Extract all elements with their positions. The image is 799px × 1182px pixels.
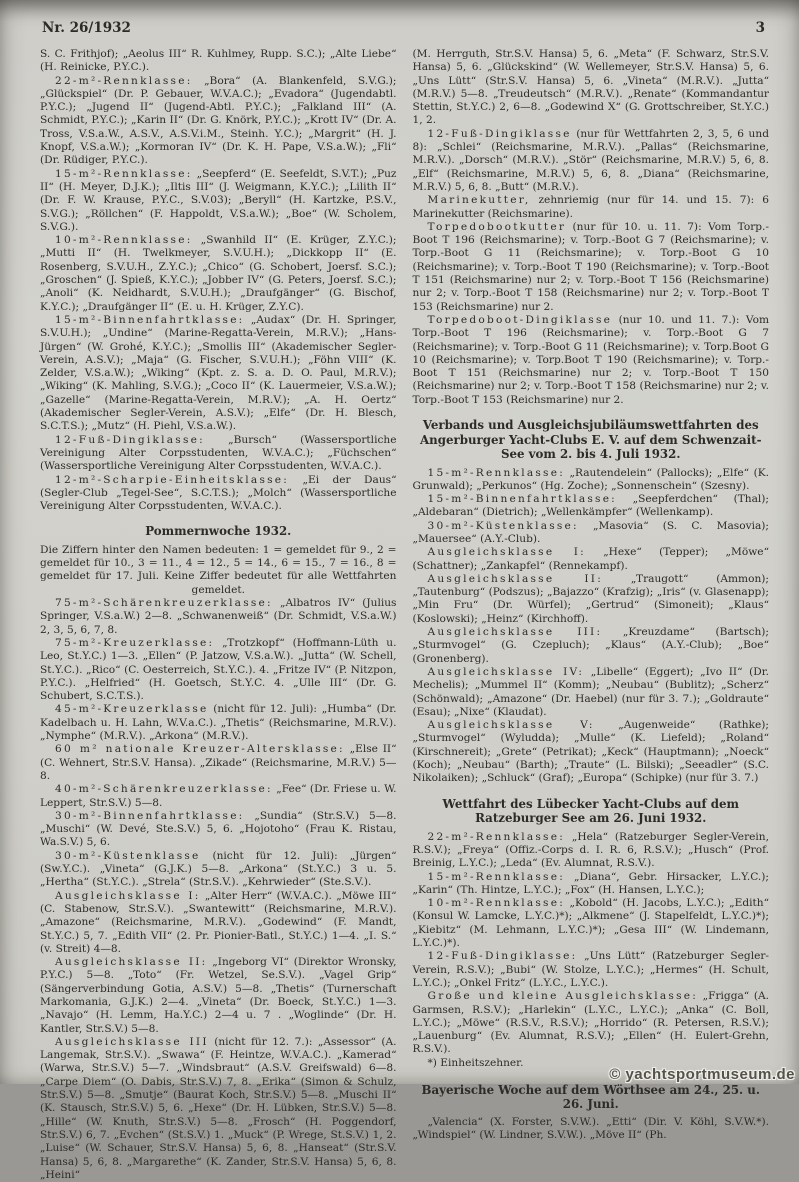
- class-name-spaced: 60 m² nationale Kreuzer-Altersklasse:: [55, 743, 345, 756]
- paragraph: 15-m²-Binnenfahrtklasse: „Seepferdchen“ (Thal); „Aldebaran“ (Dietrich); „Wellenkämpfer“ (Wellenkamp).: [412, 493, 769, 519]
- class-name-spaced: 12-Fuß-Dingiklasse: [427, 127, 572, 140]
- class-name-spaced: Ausgleichsklasse I:: [427, 546, 586, 559]
- paragraph: Große und kleine Ausgleichsklasse: „Frigga“ (A. Garmsen, R.S.V.); „Harlekin“ (L.Y.C., L.Y.C.); „Anka“ (C. Boll, L.Y.C.); „Möwe“ (R.S.V., R.S.V.); „Horrido“ (R. Petersen, R.S.V.); „Lauenburg“ (Ev. Alumnat, R.S.V.); „Ellen“ (H. Eulert-Grehn, R.S.V.).: [412, 990, 769, 1056]
- paragraph: Ausgleichsklasse IV: „Libelle“ (Eggert); „Ivo II“ (Dr. Mechelis); „Mummel II“ (Komm); „Neubau“ (Bublitz); „Scherz“ (Schönwald); „Amazone“ (Dr. Haebel) (nur für 3. 7.); „Goldraute“ (Esau); „Nixe“ (Klaudat).: [412, 665, 769, 718]
- section-heading: Verbands und Ausgleichsjubiläumswettfahrten des Angerburger Yacht-Clubs E. V. auf dem Schwenzait-See vom 2. bis 4. Juli 1932.: [420, 418, 762, 462]
- class-name-spaced: Torpedobootkutter: [427, 220, 567, 233]
- paragraph: 12-m²-Scharpie-Einheitsklasse: „Ei der Daus“ (Segler-Club „Tegel-See“, S.C.T.S.); „Molch“ (Wassersportliche Vereinigung Alter Corpsstudenten, W.V.A.C.).: [40, 473, 397, 513]
- paragraph: Ausgleichsklasse I: „Hexe“ (Tepper); „Möwe“ (Schattner); „Zankapfel“ (Rennekampf).: [412, 546, 769, 572]
- paragraph-continuation: S. C. Frithjof); „Aeolus III“ R. Kuhlmey, Rupp. S.C.); „Alte Liebe“ (H. Reinicke, P.Y.C.).: [40, 48, 397, 74]
- class-name-spaced: Torpedoboot-Dingiklasse: [427, 313, 613, 326]
- class-name-spaced: 30-m²-Binnenfahrtklasse:: [55, 809, 245, 822]
- paragraph: 12-Fuß-Dingiklasse: „Bursch“ (Wassersportliche Vereinigung Alter Corpsstudenten, W.V.A.C.); „Füchschen“ (Wassersportliche Vereinigung Alter Corpsstudenten, W.V.A.C.).: [40, 433, 397, 473]
- class-name-spaced: 40-m²-Schärenkreuzerklasse:: [55, 783, 273, 796]
- paragraph: Marinekutter, zehnriemig (nur für 14. und 15. 7): 6 Marinekutter (Reichsmarine).: [412, 194, 769, 220]
- section-heading: Bayerische Woche auf dem Wörthsee am 24., 25. u. 26. Juni.: [421, 1082, 760, 1112]
- paragraph: Torpedoboot-Dingiklasse (nur 10. und 11. 7.): Vom Torp.-Boot T 196 (Reichsmarine); v. Torp.-Boot G 7 (Reichsmarine); v. Torp.-Boot G 11 (Reichsmarine); v. Torp.Boot G 10 (Reichsmarine); v. Torp.Boot T 190 (Reichsmarine); v. Torp.-Boot T 151 (Reichsmarine) nur 2; v. Torp.-Boot T 150 (Reichsmarine) nur 2; v. Torp.-Boot T 158 (Reichsmarine) nur 2; v. Torp.-Boot T 153 (Reichsmarine) nur 2.: [412, 313, 769, 406]
- class-name-spaced: 15-m²-Binnenfahrtklasse:: [55, 313, 245, 326]
- paragraph: 15-m²-Rennklasse: „Seepferd“ (E. Seefeldt, S.V.T.); „Puz II“ (H. Meyer, D.J.K.); „Iltis III“ (J. Weigmann, K.Y.C.); „Lilith II“ (Dr. F. W. Krause, P.Y.C., S.V.03); „Beryll“ (H. Kartzke, P.S.V., S.V.G.); „Röllchen“ (F. Happoldt, V.S.a.W.); „Boe“ (W. Scholem, S.V.G.).: [40, 167, 397, 233]
- issue-number: Nr. 26/1932: [42, 20, 131, 36]
- paragraph: 15-m²-Binnenfahrtklasse: „Audax“ (Dr. H. Springer, S.V.U.H.); „Undine“ (Marine-Regatta-Verein, M.R.V.); „Hans-Jürgen“ (W. Grohé, K.Y.C.); „Smollis III“ (Akademischer Segler-Verein, A.S.V.); „Maja“ (G. Fischer, S.V.U.H.); „Föhn VIII“ (K. Zelder, V.S.a.W.); „Wiking“ (Kpt. z. S. a. D. O. Paul, M.R.V.); „Wiking“ (K. Mahling, S.V.G.); „Coco II“ (K. Lauermeier, V.S.a.W.); „Gazelle“ (Marine-Regatta-Verein, M.R.V.); „A. H. Oertz“ (Akademischer Segler-Verein, A.S.V.); „Elfe“ (Dr. H. Blesch, S.C.T.S.); „Mutz“ (H. Piehl, V.S.a.W.).: [40, 313, 397, 433]
- text-columns: [0, 36, 799, 1182]
- class-name-spaced: 10-m²-Rennklasse:: [55, 234, 193, 247]
- class-name-spaced: Ausgleichsklasse V:: [427, 719, 595, 732]
- paragraph: 12-Fuß-Dingiklasse (nur für Wettfahrten 2, 3, 5, 6 und 8): „Schlei“ (Reichsmarine, M.R.V.). „Pallas“ (Reichsmarine, M.R.V.). „Dorsch“ (M.R.V.). „Stör“ (Reichsmarine, M.R.V.) 5, 6, 8. „Elf“ (Reichsmarine, M.R.V.) 5, 6, 8. „Diana“ (Reichsmarine, M.R.V.) 5, 6, 8. „Butt“ (M.R.V.).: [412, 127, 769, 193]
- class-name-spaced: 75-m²-Kreuzerklasse:: [55, 636, 215, 649]
- section-heading: Pommernwoche 1932.: [145, 524, 292, 539]
- class-name-spaced: Marinekutter,: [427, 194, 531, 207]
- paragraph: 75-m²-Kreuzerklasse: „Trotzkopf“ (Hoffmann-Lüth u. Leo, St.Y.C.) 1—3. „Ellen“ (P. Jatzow, V.S.a.W.). „Jutta“ (W. Schell, St.Y.C.). „Rico“ (C. Oesterreich, St.Y.C.). 4. „Fritze IV“ (P. Nitzpon, P.Y.C.). „Helfried“ (H. Goetsch, St.Y.C. 4. „Ulle III“ (Dr. G. Schubert, S.C.T.S.).: [40, 636, 397, 703]
- paragraph: 30-m²-Küstenklasse: „Masovia“ (S. C. Masovia); „Mauersee“ (A.Y.-Club).: [412, 519, 769, 545]
- class-name-spaced: 15-m²-Binnenfahrtklasse:: [427, 493, 617, 506]
- paragraph: Ausgleichsklasse I: „Alter Herr“ (W.V.A.C.). „Möwe III“ (C. Stabenow, Str.S.V.). „Swantewitt“ (Reichsmarine, M.R.V.). „Amazone“ (Reichsmarine, M.R.V.). „Godewind“ (F. Mandt, St.Y.C.) 5, 7. „Edith VII“ (2. Pr. Pionier-Batl., St.Y.C.) 1—4. „I. S.“ (v. Streit) 4—8.: [40, 889, 397, 955]
- paragraph: 10-m²-Rennklasse: „Kobold“ (H. Jacobs, L.Y.C.); „Edith“ (Konsul W. Lamcke, L.Y.C.)*); „Alkmene“ (J. Stapelfeldt, L.Y.C.)*); „Kiebitz“ (M. Lehmann, L.Y.C.)*); „Gesa III“ (W. Lindemann, L.Y.C.)*).: [412, 897, 769, 950]
- class-name-spaced: 10-m²-Rennklasse:: [427, 897, 565, 910]
- watermark: © yachtsportmuseum.de: [609, 1066, 795, 1083]
- paragraph: Ausgleichsklasse III (nicht für 12. 7.): „Assessor“ (A. Langemak, Str.S.V.). „Swawa“ (F. Heintze, W.V.A.C.). „Kamerad“ (Warwa, Str.S.V.) 5—7. „Windsbraut“ (A.S.V. Greifswald) 6—8. „Carpe Diem“ (O. Dabis, Str.S.V.) 7, 8. „Erika“ (Simon & Schulz, Str.S.V.) 5—8. „Smutje“ (Baurat Koch, Str.S.V.) 5—8. „Muschi II“ (K. Stausch, Str.S.V.) 5, 6. „Hexe“ (Dr. H. Lübken, Str.S.V.) 5—8. „Hille“ (W. Knuth, Str.S.V.) 5—8. „Frosch“ (H. Poggendorf, Str.S.V.) 6, 7. „Evchen“ (St.S.V.) 1. „Muck“ (P. Wrege, St.S.V.) 1, 2. „Luise“ (W. Schauer, Str.S.V. Hansa) 5, 6, 8. „Hanseat“ (Str.S.V. Hansa) 5, 6, 8. „Margarethe“ (K. Zander, Str.S.V. Hansa) 5, 6, 8. „Heini“: [40, 1035, 397, 1181]
- class-name-spaced: Ausgleichsklasse II:: [427, 572, 604, 585]
- class-name-spaced: 15-m²-Rennklasse:: [427, 466, 565, 479]
- paragraph: 30-m²-Küstenklasse (nicht für 12. Juli): „Jürgen“ (Sw.Y.C.). „Vineta“ (G.J.K.) 5—8. „Arkona“ (St.Y.C.) 3 u. 5. „Hertha“ (St.Y.C.). „Strela“ (Str.S.V.). „Kehrwieder“ (Ste.S.V.).: [40, 849, 397, 889]
- class-name-spaced: 15-m²-Rennklasse:: [55, 167, 193, 180]
- class-name-spaced: Ausgleichsklasse III:: [427, 626, 603, 639]
- paragraph: 10-m²-Rennklasse: „Swanhild II“ (E. Krüger, Z.Y.C.); „Mutti II“ (H. Twelkmeyer, S.V.U.H.); „Dickkopp II“ (E. Rosenberg, S.V.U.H., Z.Y.C.); „Chico“ (G. Schobert, Joersf. S.C.); „Groschen“ (J. Spieß, K.Y.C.); „Jobber IV“ (G. Peters, Joersf. S.C.); „Anoli“ (K. Neidhardt, S.V.U.H.); „Draufgänger“ (G. Bischof, K.Y.C.); „Draufgänger II“ (E. u. H. Krüger, Z.Y.C).: [40, 234, 397, 313]
- class-name-spaced: 12-Fuß-Dingiklasse:: [427, 950, 578, 963]
- paragraph: Ausgleichsklasse II: „Ingeborg VI“ (Direktor Wronsky, P.Y.C.) 5—8. „Toto“ (Fr. Wetzel, Se.S.V.). „Vagel Grip“ (Sängerverbindung Gotia, A.S.V.) 5—8. „Thetis“ (Turnerschaft Markomania, G.J.K.) 2—4. „Vineta“ (Dr. Boeck, St.Y.C.) 1—3. „Navajo“ (H. Lemm, Ha.Y.C.) 2—4 u. 7 . „Woglinde“ (Dr. H. Kantler, Str.S.V.) 5—8.: [40, 956, 397, 1035]
- class-name-spaced: Ausgleichsklasse III: [55, 1035, 209, 1048]
- paragraph: 40-m²-Schärenkreuzerklasse: „Fee“ (Dr. Friese u. W. Leppert, Str.S.V.) 5—8.: [40, 783, 397, 809]
- section-heading: Wettfahrt des Lübecker Yacht-Clubs auf dem Ratzeburger See am 26. Juni 1932.: [442, 796, 739, 826]
- paragraph: *) Einheitszehner.: [427, 1056, 524, 1069]
- class-name-spaced: Große und kleine Ausgleichsklasse:: [427, 990, 699, 1003]
- class-name-spaced: 22-m²-Rennklasse:: [427, 830, 565, 843]
- class-name-spaced: 12-m²-Scharpie-Einheitsklasse:: [55, 473, 290, 486]
- paragraph: Die Ziffern hinter den Namen bedeuten: 1 = gemeldet für 9., 2 = gemeldet für 10., 3 = 11., 4 = 12., 5 = 14., 6 = 15., 7 = 16., 8 = gemeldet für 17. Juli. Keine Ziffer bedeutet für alle Wettfahrten gemeldet.: [40, 543, 397, 596]
- paragraph: 75-m²-Schärenkreuzerklasse: „Albatros IV“ (Julius Springer, V.S.a.W.) 2—8. „Schwanenweiß“ (Dr. Schmidt, V.S.a.W.) 2, 3, 5, 6, 7, 8.: [40, 597, 397, 636]
- class-name-spaced: 75-m²-Schärenkreuzerklasse:: [55, 597, 273, 610]
- paragraph: 30-m²-Binnenfahrtklasse: „Sundia“ (Str.S.V.) 5—8. „Muschi“ (W. Devé, Ste.S.V.) 5, 6. „Hojotoho“ (Frau K. Ristau, Wa.S.V.) 5, 6.: [40, 809, 397, 849]
- paragraph: „Valencia“ (X. Forster, S.V.W.). „Etti“ (Dir. V. Köhl, S.V.W.*). „Windspiel“ (W. Lindner, S.V.W.). „Möve II“ (Ph.: [412, 1115, 769, 1142]
- paragraph: 12-Fuß-Dingiklasse: „Uns Lütt“ (Ratzeburger Segler-Verein, R.S.V.); „Bubi“ (W. Stolze, L.Y.C.); „Hermes“ (H. Schult, L.Y.C.); „Onkel Fritz“ (L.Y.C., L.Y.C.).: [412, 950, 769, 989]
- class-name-spaced: 45-m²-Kreuzerklasse: [55, 703, 209, 716]
- paragraph: Ausgleichsklasse V: „Augenweide“ (Rathke); „Sturmvogel“ (Wyludda); „Mulle“ (K. Liefeld); „Roland“ (Kirschnereit); „Grete“ (Petrikat); „Keck“ (Hauptmann); „Noeck“ (Koch); „Neubau“ (Barth); „Traute“ (L. Bilski); „Seeadler“ (S.C. Nikolaiken); „Schluck“ (Graf); „Europa“ (Schipke) (nur für 3. 7.): [412, 719, 769, 785]
- paragraph: Torpedobootkutter (nur für 10. u. 11. 7): Vom Torp.-Boot T 196 (Reichsmarine); v. Torp.-Boot G 7 (Reichsmarine); v. Torp.-Boot G 11 (Reichsmarine); v. Torp.-Boot G 10 (Reichsmarine); v. Torp.-Boot T 190 (Reichsmarine); v. Torp.-Boot T 151 (Reichsmarine) nur 2; v. Torp.-Boot T 156 (Reichsmarine) nur 2; v. Torp.-Boot T 158 (Reichsmarine) nur 2; v. Torp.-Boot T 153 (Reichsmarine) nur 2.: [412, 220, 769, 313]
- paragraph: Ausgleichsklasse III: „Kreuzdame“ (Bartsch); „Sturmvogel“ (G. Czepluch); „Klaus“ (A.Y.-Club); „Boe“ (Gronenberg).: [412, 626, 769, 665]
- paragraph: 60 m² nationale Kreuzer-Altersklasse: „Else II“ (C. Wehnert, Str.S.V. Hansa). „Zikade“ (Reichsmarine, M.R.V.) 5—8.: [40, 743, 397, 782]
- page-number: 3: [755, 20, 765, 36]
- paragraph: 15-m²-Rennklasse: „Rautendelein“ (Pallocks); „Elfe“ (K. Grunwald); „Perkunos“ (Hg. Zoche); „Sonnenschein“ (Szesny).: [412, 466, 769, 492]
- paragraph: 15-m²-Rennklasse: „Diana“, Gebr. Hirsacker, L.Y.C.); „Karin“ (Th. Hintze, L.Y.C.); „Fox“ (H. Hansen, L.Y.C.);: [412, 870, 769, 896]
- right-column: [413, 48, 770, 1182]
- class-name-spaced: Ausgleichsklasse IV:: [427, 665, 585, 678]
- class-name-spaced: Ausgleichsklasse I:: [55, 889, 201, 902]
- paragraph: 22-m²-Rennklasse: „Hela“ (Ratzeburger Segler-Verein, R.S.V.); „Freya“ (Offiz.-Corps d. I. R. 6, R.S.V.); „Husch“ (Prof. Breinig, L.Y.C.); „Leda“ (Ev. Alumnat, R.S.V.).: [412, 830, 769, 870]
- page-header: [0, 0, 799, 36]
- class-name-spaced: 22-m²-Rennklasse:: [55, 74, 193, 87]
- class-name-spaced: 15-m²-Rennklasse:: [427, 870, 565, 883]
- paragraph-continuation: (M. Herrguth, Str.S.V. Hansa) 5, 6. „Meta“ (F. Schwarz, Str.S.V. Hansa) 5, 6. „Glückskind“ (W. Wellemeyer, Str.S.V. Hansa) 5, 6. „Uns Lütt“ (Str.S.V. Hansa) 5, 6. „Vineta“ (M.R.V.). „Jutta“ (M.R.V.) 5—8. „Treudeutsch“ (M.R.V.). „Renate“ (Kommandantur Stettin, St.Y.C.) 2, 6—8. „Godewind X“ (G. Grottschreiber, St.Y.C.) 1, 2.: [412, 48, 769, 127]
- paragraph: 45-m²-Kreuzerklasse (nicht für 12. Juli): „Humba“ (Dr. Kadelbach u. H. Lahn, W.V.a.C.). „Thetis“ (Reichsmarine, M.R.V.). „Nymphe“ (M.R.V.). „Arkona“ (M.R.V.).: [40, 703, 397, 743]
- left-column: [40, 48, 397, 1182]
- class-name-spaced: Ausgleichsklasse II:: [55, 956, 208, 969]
- paragraph: Ausgleichsklasse II: „Traugott“ (Ammon); „Tautenburg“ (Podszus); „Bajazzo“ (Krafzig); „Iris“ (v. Glasenapp); „Min Fru“ (Dr. Würfel); „Gertrud“ (Simoneit); „Klaus“ (Koslowski); „Heinz“ (Kirchhoff).: [412, 572, 770, 625]
- class-name-spaced: 30-m²-Küstenklasse: [55, 849, 201, 862]
- paragraph: 22-m²-Rennklasse: „Bora“ (A. Blankenfeld, S.V.G.); „Glückspiel“ (Dr. P. Gebauer, W.V.A.C.); „Evadora“ (Jugendabtl. P.Y.C.); „Jugend II“ (Jugend-Abtl. P.Y.C.); „Falkland III“ (A. Schmidt, P.Y.C.); „Karin II“ (Dr. G. Knörk, P.Y.C.); „Krott IV“ (Dr. A. Tross, V.S.a.W., A.S.V., A.S.V.i.M., Steinh. Y.C.); „Margrit“ (H. J. Knopf, V.S.a.W.); „Kormoran IV“ (Dr. K. H. Pape, V.S.a.W.); „Fli“ (Dr. Rüdiger, P.Y.C.).: [40, 74, 397, 167]
- class-name-spaced: 12-Fuß-Dingiklasse:: [55, 433, 205, 446]
- class-name-spaced: 30-m²-Küstenklasse:: [427, 519, 579, 532]
